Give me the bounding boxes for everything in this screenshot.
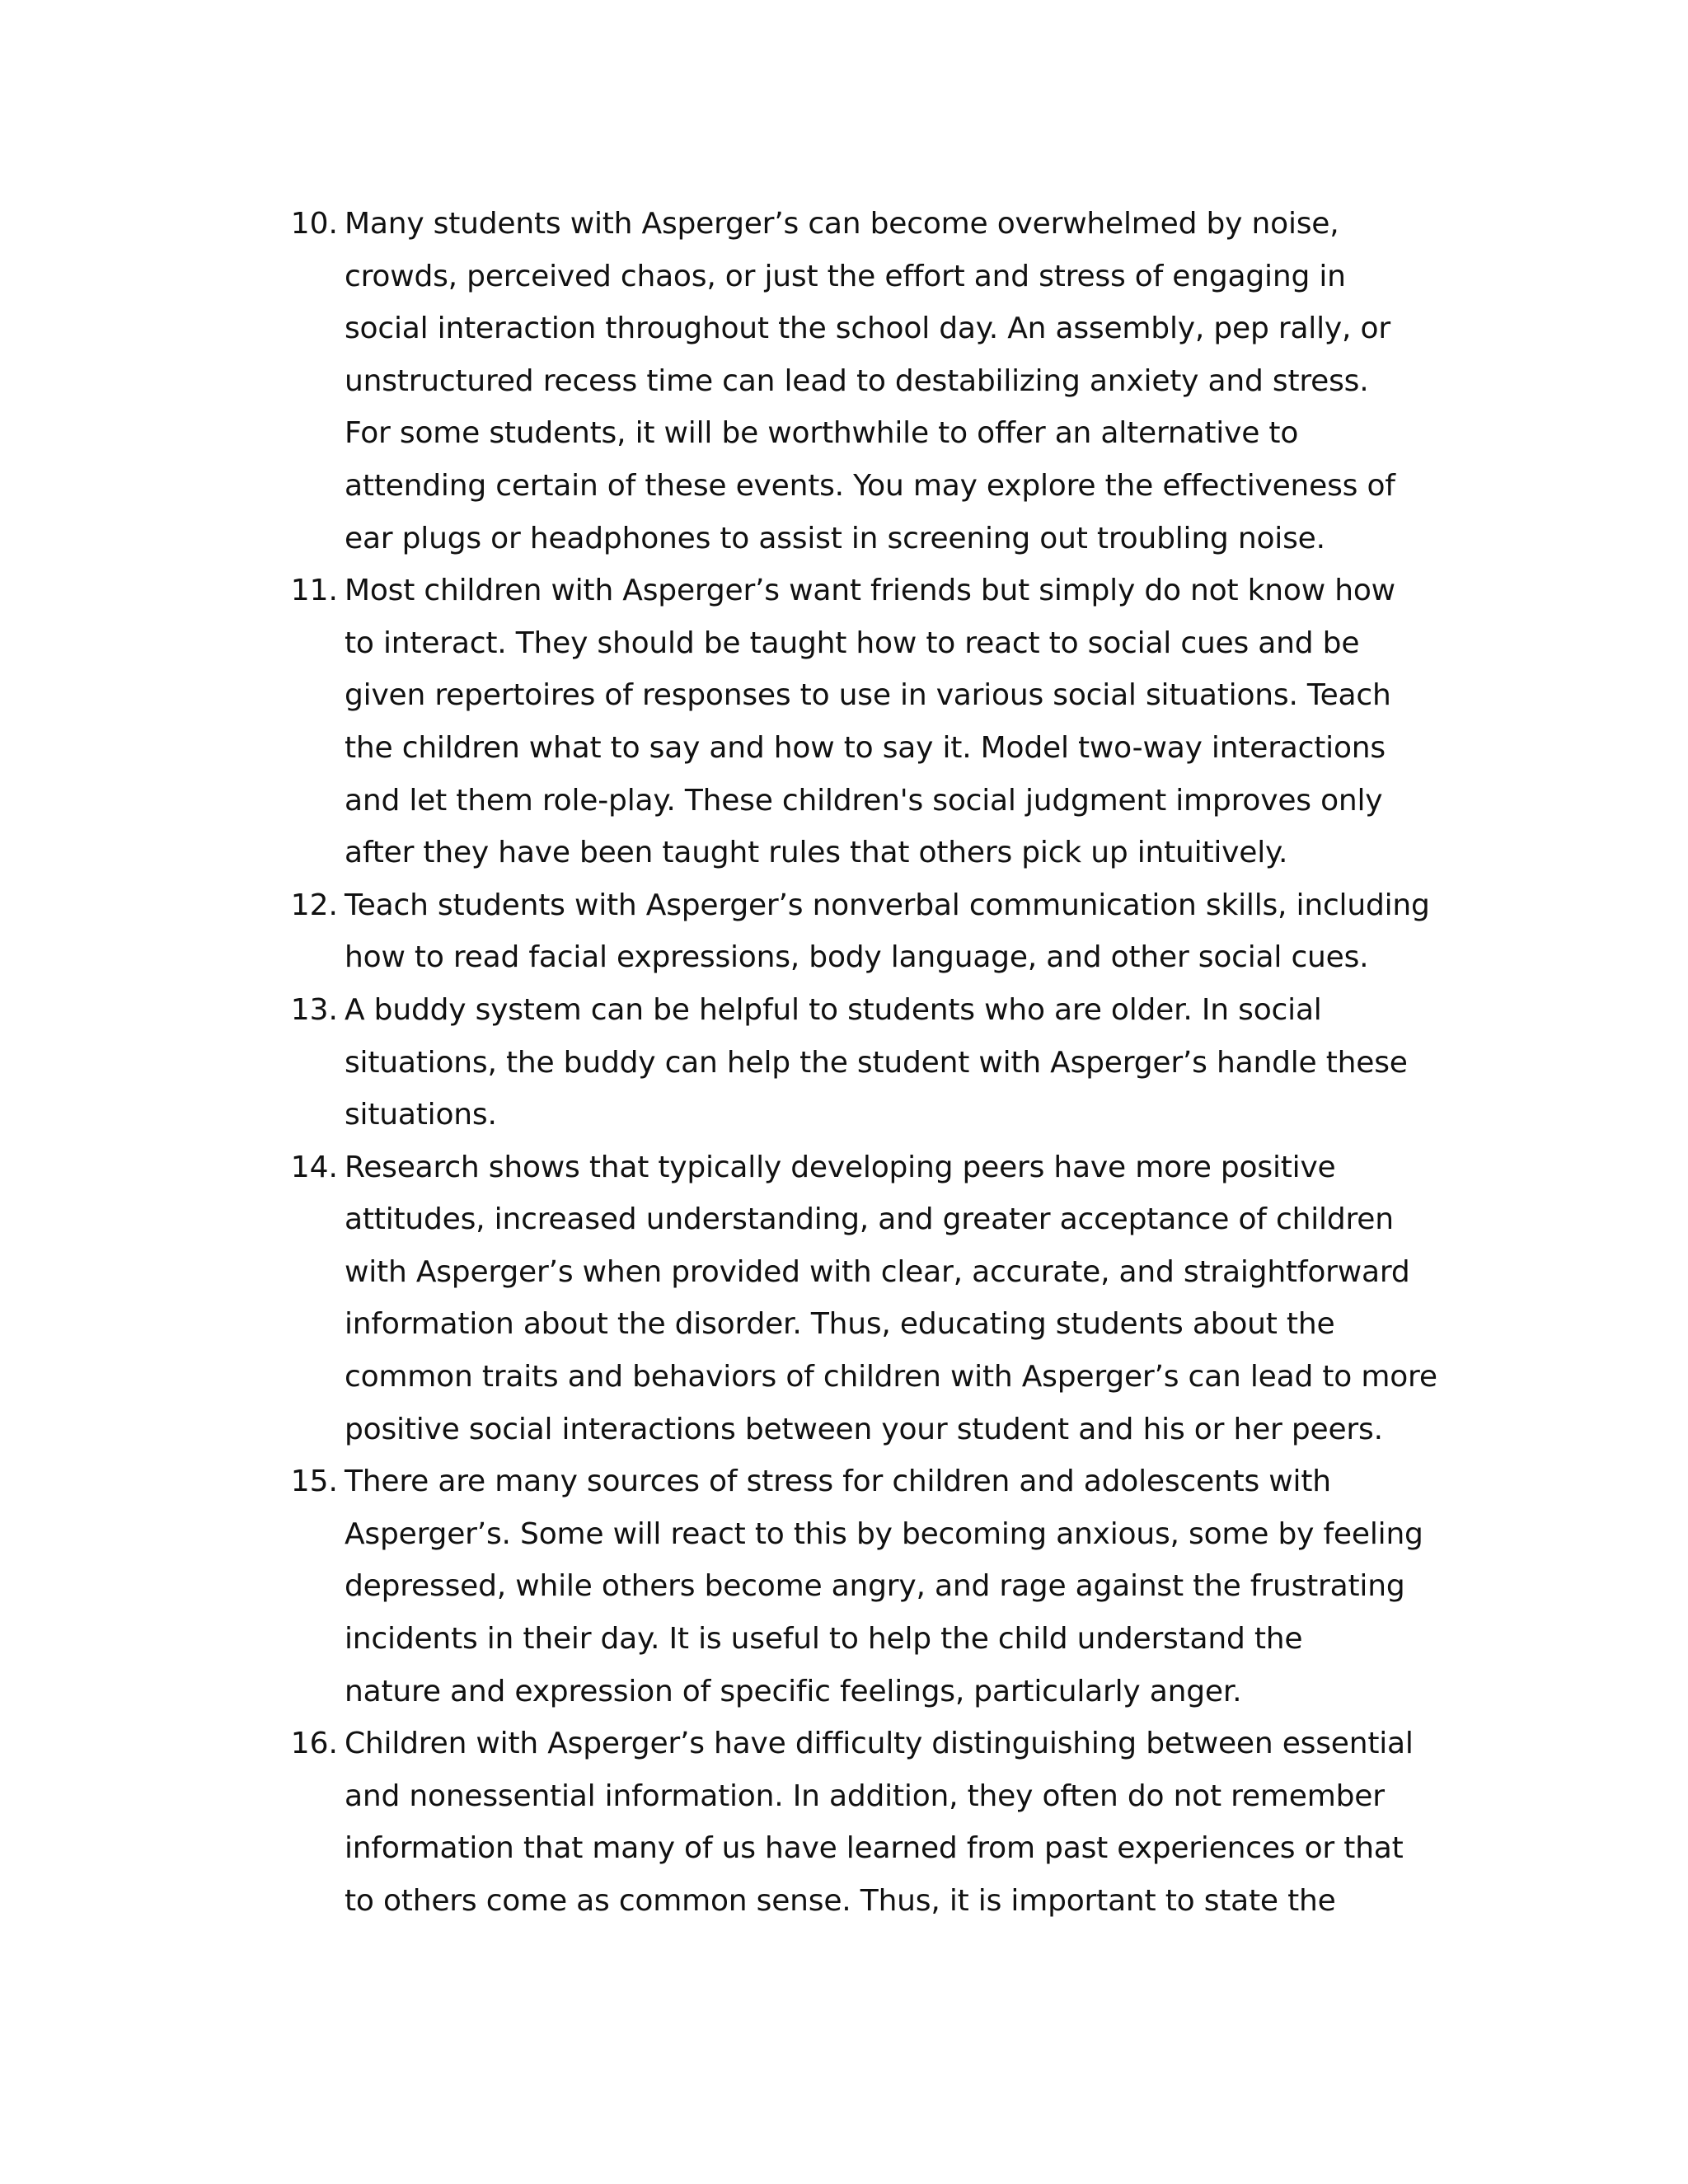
paragraph-line: information about the disorder. Thus, educating students about the [345,1307,1335,1342]
paragraph-line: Most children with Asperger’s want friends but simply do not know how [345,574,1395,608]
paragraph-line: positive social interactions between your student and his or her peers. [345,1412,1383,1446]
item-number: 16. [290,1727,338,1761]
paragraph-line: and nonessential information. In addition, they often do not remember [345,1779,1385,1813]
paragraph-line: to interact. They should be taught how to react to social cues and be [345,626,1360,660]
paragraph-line: situations, the buddy can help the student with Asperger’s handle these [345,1045,1408,1080]
list-item [288,1455,1475,1718]
paragraph-line: how to read facial expressions, body language, and other social cues. [345,940,1369,975]
paragraph-line: and let them role-play. These children's social judgment improves only [345,783,1383,818]
paragraph-line: situations. [345,1098,497,1132]
paragraph-line: Children with Asperger’s have difficulty distinguishing between essential [345,1727,1414,1761]
paragraph-line: unstructured recess time can lead to destabilizing anxiety and stress. [345,363,1369,398]
paragraph-line: the children what to say and how to say it. Model two-way interactions [345,730,1386,765]
paragraph-line: Research shows that typically developing peers have more positive [345,1150,1336,1184]
numbered-list [288,198,1475,1928]
list-item [288,1718,1475,1927]
paragraph-line: social interaction throughout the school day. An assembly, pep rally, or [345,312,1390,346]
paragraph-line: common traits and behaviors of children with Asperger’s can lead to more [345,1360,1437,1394]
paragraph-line: incidents in their day. It is useful to help the child understand the [345,1622,1303,1657]
paragraph-line: with Asperger’s when provided with clear, accurate, and straightforward [345,1254,1410,1289]
paragraph-line: ear plugs or headphones to assist in screening out troubling noise. [345,521,1325,555]
paragraph-line: after they have been taught rules that others pick up intuitively. [345,836,1288,870]
paragraph-line: depressed, while others become angry, and rage against the frustrating [345,1569,1405,1604]
item-number: 14. [290,1150,338,1184]
paragraph-line: Many students with Asperger’s can become overwhelmed by noise, [345,207,1339,241]
item-number: 12. [290,888,338,922]
paragraph-line: A buddy system can be helpful to students who are older. In social [345,992,1322,1027]
paragraph-line: Teach students with Asperger’s nonverbal communication skills, including [345,888,1430,922]
paragraph-line: attending certain of these events. You may explore the effectiveness of [345,468,1395,503]
paragraph-line: Asperger’s. Some will react to this by becoming anxious, some by feeling [345,1516,1423,1551]
paragraph-line: to others come as common sense. Thus, it is important to state the [345,1884,1336,1918]
list-item [288,1141,1475,1456]
list-item [288,879,1475,984]
item-number: 15. [290,1465,338,1499]
paragraph-line: There are many sources of stress for children and adolescents with [345,1465,1331,1499]
item-number: 13. [290,992,338,1027]
paragraph-line: For some students, it will be worthwhile to offer an alternative to [345,416,1299,451]
item-number: 10. [290,207,338,241]
paragraph-line: nature and expression of specific feelings, particularly anger. [345,1674,1242,1708]
list-item [288,984,1475,1141]
list-item [288,565,1475,879]
paragraph-line: crowds, perceived chaos, or just the effort and stress of engaging in [345,259,1346,293]
list-item [288,198,1475,565]
paragraph-line: information that many of us have learned from past experiences or that [345,1831,1404,1866]
paragraph-line: given repertoires of responses to use in various social situations. Teach [345,678,1391,713]
item-number: 11. [290,574,338,608]
paragraph-line: attitudes, increased understanding, and greater acceptance of children [345,1202,1394,1237]
